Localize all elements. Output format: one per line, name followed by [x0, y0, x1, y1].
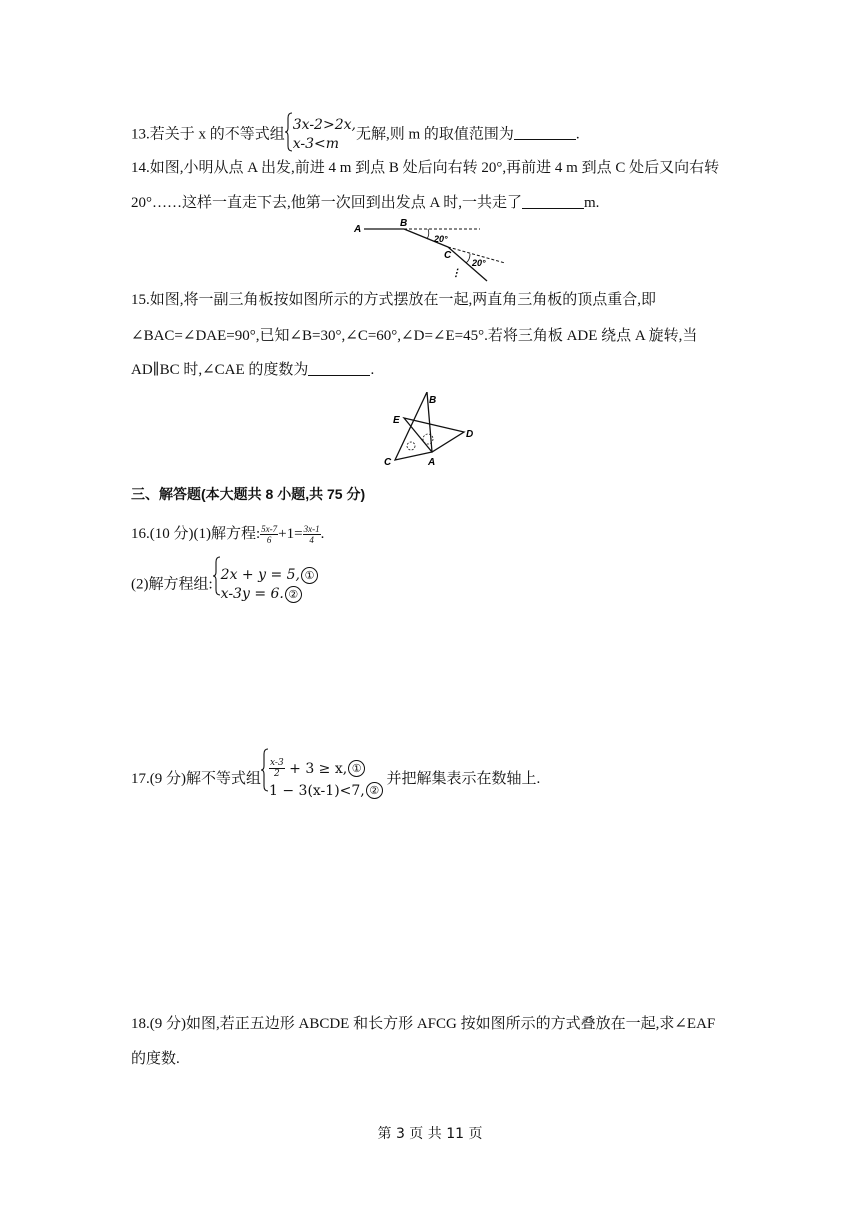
q16-frac1-num: 5x-7: [261, 524, 278, 535]
q16-row1-eq: 2x + y = 5,: [220, 567, 301, 583]
question-14-line2: [131, 193, 599, 213]
q16-row1-mark: ①: [301, 567, 318, 584]
q13-system: [293, 116, 356, 154]
q13-prefix: 13.若关于 x 的不等式组: [131, 126, 285, 143]
q13-answer-blank[interactable]: [514, 125, 576, 140]
question-18-line1: 18.(9 分)如图,若正五边形 ABCDE 和长方形 AFCG 按如图所示的方式叠放在一起,求∠EAF: [131, 1016, 716, 1032]
q13-row1: 3x-2>2x,: [292, 117, 356, 133]
q17-suffix: 并把解集表示在数轴上.: [386, 770, 541, 787]
q15-label-e: E: [393, 415, 400, 426]
q17-row2-eq: 1 − 3(x-1)<7,: [269, 782, 365, 799]
question-17: [131, 748, 541, 799]
q16-part2-prefix: (2)解方程组:: [131, 576, 213, 593]
q13-suffix: 无解,则 m 的取值范围为: [355, 126, 514, 143]
q17-prefix: 17.(9 分)解不等式组: [131, 770, 261, 787]
q14-angle-2: 20°: [472, 258, 486, 268]
q14-line2-suffix: m.: [584, 195, 600, 211]
q16-frac2-num: 3x-1: [303, 524, 320, 535]
q17-system: [269, 758, 383, 802]
q16-fraction-2: [303, 524, 321, 545]
q14-angle-1: 20°: [434, 234, 448, 244]
q16-frac2-den: 4: [309, 535, 314, 546]
question-16-part1: [131, 519, 324, 549]
q16-end: .: [320, 526, 325, 542]
q14-dots: ⋮: [451, 268, 461, 279]
q13-end: .: [575, 126, 580, 143]
q17-frac-num: x-3: [270, 758, 284, 768]
q13-row2: x-3<m: [292, 136, 340, 152]
brace-icon: [213, 556, 221, 614]
q17-frac-den: 2: [273, 769, 280, 779]
question-18-line2: 的度数.: [131, 1051, 180, 1067]
q14-figure: [350, 218, 510, 282]
q17-row1: [269, 758, 383, 780]
q15-label-c: C: [384, 457, 392, 468]
question-13: [131, 112, 580, 158]
q17-fraction: [269, 758, 285, 779]
brace-icon: [261, 748, 269, 811]
q16-fraction-1: [260, 524, 278, 545]
question-15-line1: 15.如图,将一副三角板按如图所示的方式摆放在一起,两直角三角板的顶点重合,即: [131, 292, 657, 308]
q15-line3-suffix: .: [370, 362, 375, 378]
question-16-part2: [131, 556, 318, 600]
q15-answer-blank[interactable]: [308, 361, 370, 376]
q16-part1-prefix: 16.(10 分)(1)解方程:: [131, 526, 261, 542]
q14-answer-blank[interactable]: [522, 194, 584, 209]
q14-label-b: B: [400, 218, 408, 229]
q15-label-d: D: [466, 429, 474, 440]
q14-line2-prefix: 20°……这样一直走下去,他第一次回到出发点 A 时,一共走了: [131, 195, 523, 211]
q16-row2: [221, 585, 318, 604]
q17-row2: [269, 780, 383, 802]
q15-line3-prefix: AD∥BC 时,∠CAE 的度数为: [131, 362, 309, 378]
q16-system: [221, 566, 318, 604]
question-15-line3: [131, 360, 374, 380]
q14-label-a: A: [354, 224, 362, 235]
q16-row2-eq: x-3y = 6.: [220, 586, 284, 602]
q17-row1-mark: ①: [348, 760, 365, 777]
q15-label-a: A: [428, 457, 436, 468]
question-14-line1: 14.如图,小明从点 A 出发,前进 4 m 到点 B 处后向右转 20°,再前进 4 m 到点 C 处后又向右转: [131, 160, 720, 176]
q14-label-c: C: [444, 250, 452, 261]
section-3-heading: 三、解答题(本大题共 8 小题,共 75 分): [131, 486, 366, 502]
page-footer: 第 3 页 共 11 页: [377, 1126, 483, 1142]
q17-row1-rest: + 3 ≥ x,: [289, 760, 348, 777]
q16-frac1-den: 6: [266, 535, 272, 546]
brace-icon: [285, 112, 293, 158]
q16-row2-mark: ②: [285, 586, 302, 603]
q15-figure: [380, 392, 480, 468]
q17-row2-mark: ②: [366, 782, 383, 799]
q15-label-b: B: [429, 395, 437, 406]
q16-mid: +1=: [278, 526, 303, 542]
q16-row1: [221, 566, 318, 585]
question-15-line2: ∠BAC=∠DAE=90°,已知∠B=30°,∠C=60°,∠D=∠E=45°.若将三角板 ADE 绕点 A 旋转,当: [131, 328, 698, 344]
